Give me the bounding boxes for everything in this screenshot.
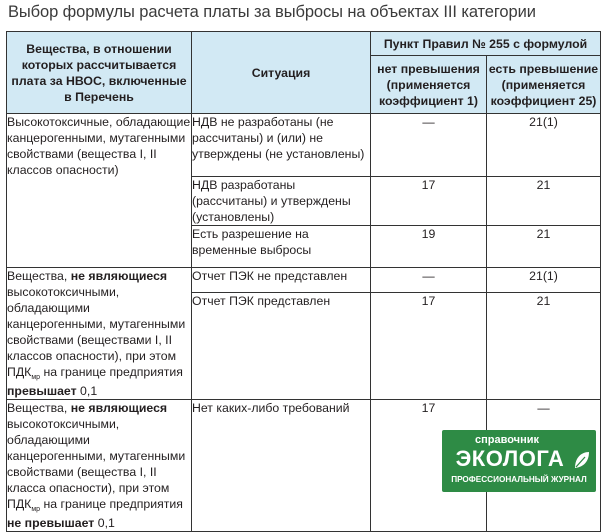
substance-text: высокотоксичными, обладающими канцерогенными, мутагенными свойствами (вещества I, II класса опасности), при этом ПДК bbox=[7, 417, 186, 511]
substance-emphasis: не превышает bbox=[7, 516, 95, 530]
situation-cell: НДВ не разработаны (не рассчитаны) и (или) не утверждены (не установлены) bbox=[192, 114, 371, 177]
table-row bbox=[7, 114, 601, 177]
header-excess: есть превышение (применяется коэффициент 25) bbox=[487, 56, 601, 114]
substance-emphasis: не являющиеся bbox=[70, 269, 168, 283]
substance-text: на границе предприятия bbox=[40, 365, 183, 379]
header-situation: Ситуация bbox=[192, 32, 371, 114]
excess-cell: 21 bbox=[487, 177, 601, 226]
excess-cell: 21 bbox=[487, 226, 601, 268]
substance-text: высокотоксичными, обладающими канцерогенными, мутагенными свойствами (веществами I, II классов опасности), при этом ПДК bbox=[7, 285, 186, 379]
no-excess-cell: — bbox=[371, 268, 487, 293]
excess-cell: — bbox=[487, 400, 601, 532]
no-excess-cell: 19 bbox=[371, 226, 487, 268]
logo-top-text: справочник bbox=[475, 434, 539, 446]
substance-cell bbox=[7, 400, 192, 532]
header-no-excess: нет превышения (применяется коэффициент 1) bbox=[371, 56, 487, 114]
substance-text: Вещества, bbox=[7, 401, 71, 415]
no-excess-cell: 17 bbox=[371, 177, 487, 226]
no-excess-cell: 17 bbox=[371, 292, 487, 399]
header-substance: Вещества, в отношении которых рассчитывается плата за НВОС, включенные в Перечень bbox=[7, 32, 192, 114]
situation-cell: Есть разрешение на временные выбросы bbox=[192, 226, 371, 268]
page-title: Выбор формулы расчета платы за выбросы на объектах III категории bbox=[8, 3, 536, 21]
substance-emphasis: превышает bbox=[7, 384, 77, 398]
excess-cell: 21(1) bbox=[487, 268, 601, 293]
situation-cell: Нет каких-либо требований bbox=[192, 400, 371, 532]
ecologist-logo bbox=[442, 430, 596, 492]
substance-text: 0,1 bbox=[94, 516, 115, 530]
no-excess-cell: 17 bbox=[371, 400, 487, 532]
substance-cell: Высокотоксичные, обладающие канцерогенными, мутагенными свойствами (вещества I, II классов опасности) bbox=[7, 114, 192, 268]
pdk-subscript: мр bbox=[31, 506, 41, 513]
table-row bbox=[7, 268, 601, 293]
leaf-icon bbox=[573, 450, 591, 475]
no-excess-cell: — bbox=[371, 114, 487, 177]
excess-cell: 21(1) bbox=[487, 114, 601, 177]
situation-cell: Отчет ПЭК не представлен bbox=[192, 268, 371, 293]
substance-cell bbox=[7, 268, 192, 400]
logo-bottom-text: ПРОФЕССИОНАЛЬНЫЙ ЖУРНАЛ bbox=[451, 475, 587, 484]
substance-emphasis: не являющиеся bbox=[70, 401, 168, 415]
header-rule: Пункт Правил № 255 с формулой bbox=[371, 32, 601, 56]
pdk-subscript: мр bbox=[31, 374, 41, 381]
situation-cell: НДВ разработаны (рассчитаны) и утверждены (установлены) bbox=[192, 177, 371, 226]
excess-cell: 21 bbox=[487, 292, 601, 399]
substance-text: 0,1 bbox=[76, 384, 98, 398]
substance-text: Вещества, bbox=[7, 269, 71, 283]
logo-brand-text: ЭКОЛОГА bbox=[455, 446, 565, 471]
situation-cell: Отчет ПЭК представлен bbox=[192, 292, 371, 399]
substance-text: на границе предприятия bbox=[40, 497, 183, 511]
